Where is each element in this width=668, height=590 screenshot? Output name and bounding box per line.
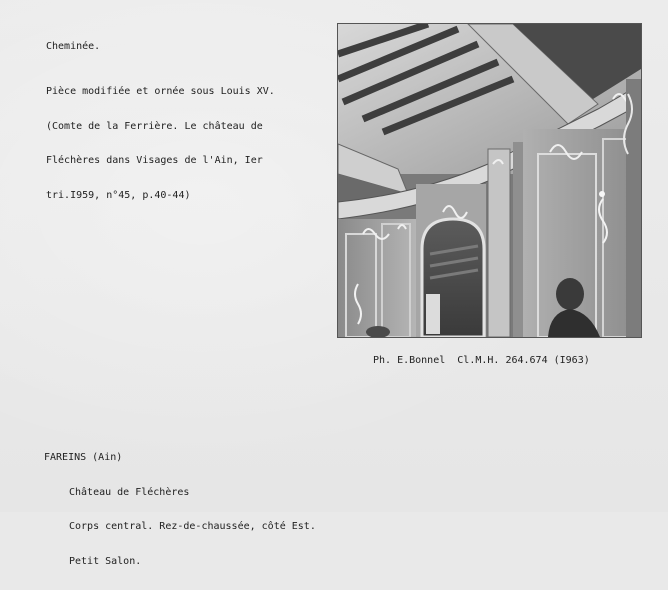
note-line: Pièce modifiée et ornée sous Louis XV. (46, 86, 275, 97)
note-line: Fléchères dans Visages de l'Ain, Ier (46, 155, 263, 166)
note-line: (Comte de la Ferrière. Le château de (46, 120, 263, 132)
photo-credit: Ph. E.Bonnel Cl.M.H. 264.674 (I963) (373, 355, 590, 366)
location-room: Petit Salon. (69, 555, 142, 567)
location-building: Château de Fléchères (69, 486, 190, 498)
photograph-drawing (338, 24, 641, 337)
note-line: tri.I959, n°45, p.40-44) (46, 189, 191, 201)
location-commune: FAREINS (Ain) (44, 452, 123, 463)
record-title: Cheminée. (46, 41, 101, 52)
record-note (46, 63, 275, 224)
location-block (44, 429, 316, 590)
interior-photograph (338, 24, 641, 337)
location-part: Corps central. Rez-de-chaussée, côté Est. (69, 521, 316, 532)
